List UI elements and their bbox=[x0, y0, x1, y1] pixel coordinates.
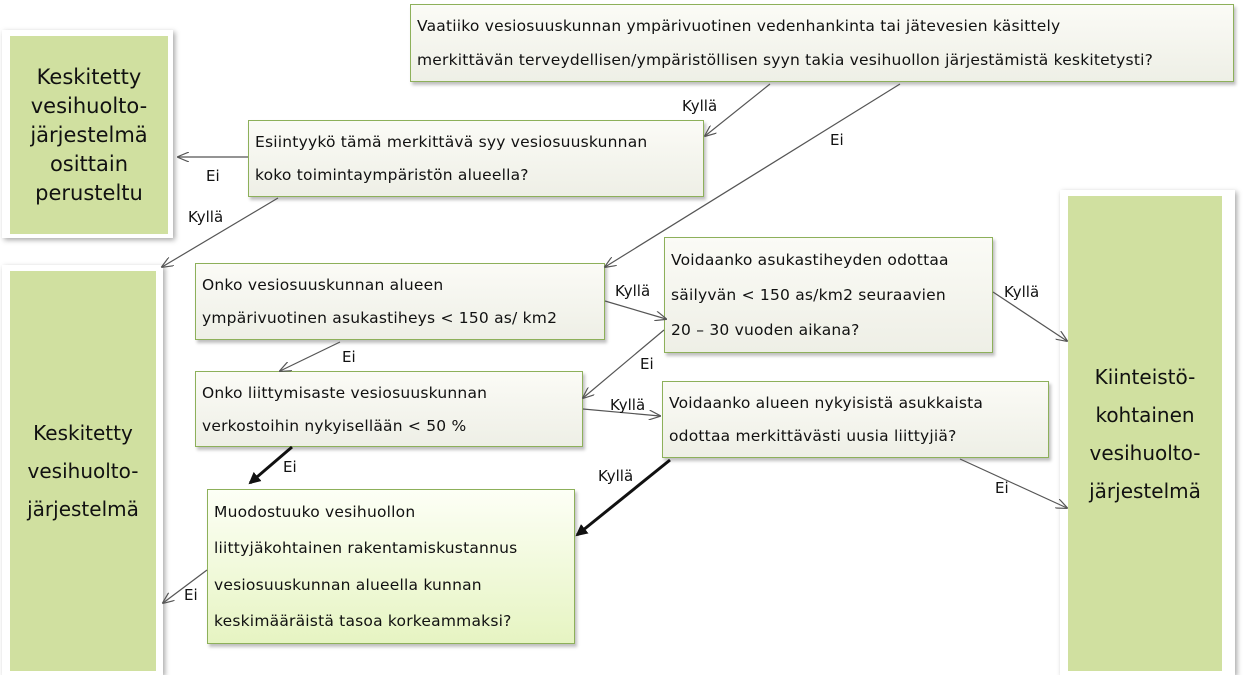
question-text: Muodostuuko vesihuollon bbox=[214, 503, 416, 522]
question-text: verkostoihin nykyisellään < 50 % bbox=[202, 416, 467, 435]
outcome-central-line: järjestelmä bbox=[27, 497, 139, 521]
outcome-central-line: Keskitetty bbox=[33, 421, 133, 445]
question-text: Vaatiiko vesiosuuskunnan ympärivuotinen vedenhankinta tai jätevesien käsittely bbox=[417, 17, 1061, 35]
label-no: Ei bbox=[342, 348, 356, 366]
question-text: Esiintyykö tämä merkittävä syy vesiosuuskunnan bbox=[255, 132, 648, 151]
outcome-property-line: vesihuolto- bbox=[1089, 440, 1201, 465]
question-text: liittyjäkohtainen rakentamiskustannus bbox=[214, 539, 518, 558]
question-text: Voidaanko alueen nykyisistä asukkaista bbox=[669, 393, 984, 412]
label-yes: Kyllä bbox=[598, 467, 634, 485]
question-text: Onko vesiosuuskunnan alueen bbox=[202, 275, 444, 294]
question-text: odottaa merkittävästi uusia liittyjiä? bbox=[669, 427, 957, 446]
arrow-q1-no-q3 bbox=[605, 84, 900, 267]
label-no: Ei bbox=[830, 131, 844, 149]
outcome-partial-line: osittain bbox=[49, 151, 129, 176]
outcome-central-line: vesihuolto- bbox=[27, 459, 139, 483]
outcome-partial-line: järjestelmä bbox=[30, 122, 148, 147]
question-text: 20 – 30 vuoden aikana? bbox=[671, 321, 860, 340]
question-text: Voidaanko asukastiheyden odottaa bbox=[671, 250, 949, 269]
arrow-q3-yes-q4 bbox=[605, 301, 666, 319]
outcome-partial-line: perusteltu bbox=[35, 180, 143, 205]
outcome-property-line: järjestelmä bbox=[1089, 478, 1201, 503]
label-yes: Kyllä bbox=[188, 208, 224, 226]
question-text: koko toimintaympäristön alueella? bbox=[255, 166, 529, 185]
question-text: säilyvän < 150 as/km2 seuraavien bbox=[671, 285, 946, 304]
outcome-partial-line: vesihuolto- bbox=[30, 93, 148, 118]
label-no: Ei bbox=[184, 586, 198, 604]
outcome-property-line: Kiinteistö- bbox=[1094, 364, 1196, 389]
question-text: keskimääräistä tasoa korkeammaksi? bbox=[214, 611, 512, 630]
question-text: vesiosuuskunnan alueella kunnan bbox=[214, 575, 482, 594]
question-text: merkittävän terveydellisen/ympäristöllisen syyn takia vesihuollon järjestämistä keskitetysti? bbox=[417, 51, 1154, 69]
arrow-q3-no-q5 bbox=[280, 342, 340, 371]
label-yes: Kyllä bbox=[682, 97, 718, 115]
question-text: ympärivuotinen asukastiheys < 150 as/ km2 bbox=[202, 309, 558, 328]
outcome-partial-line: Keskitetty bbox=[36, 64, 142, 89]
label-no: Ei bbox=[640, 355, 654, 373]
outcome-property-line: kohtainen bbox=[1095, 402, 1195, 427]
label-yes: Kyllä bbox=[610, 396, 646, 414]
label-yes: Kyllä bbox=[615, 282, 651, 300]
arrow-q6-no-property bbox=[960, 459, 1067, 508]
question-text: Onko liittymisaste vesiosuuskunnan bbox=[202, 383, 488, 402]
label-yes: Kyllä bbox=[1004, 283, 1040, 301]
label-no: Ei bbox=[995, 479, 1009, 497]
label-no: Ei bbox=[206, 167, 220, 185]
label-no: Ei bbox=[283, 458, 297, 476]
